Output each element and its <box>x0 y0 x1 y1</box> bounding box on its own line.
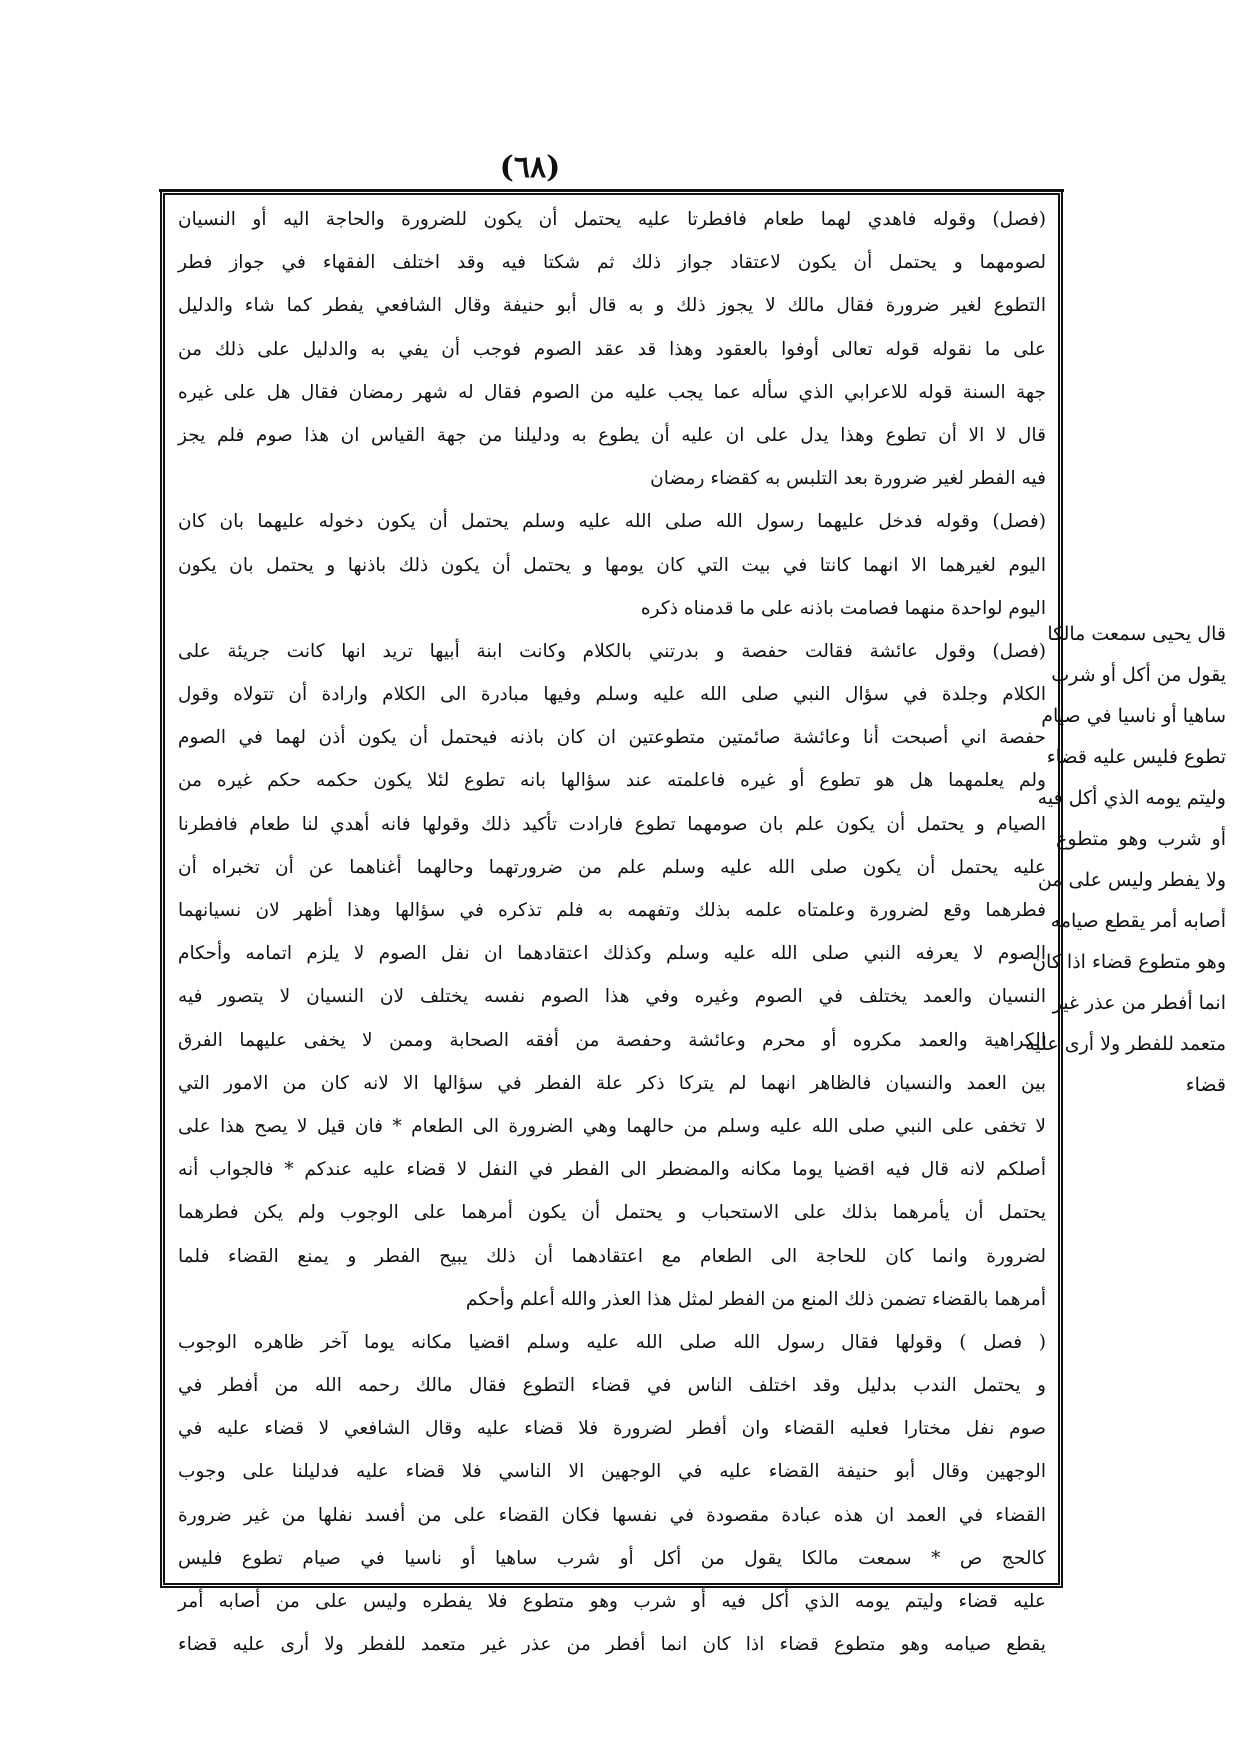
text-line: قال لا الا أن تطوع وهذا يدل على ان عليه أن يطوع به ودليلنا من جهة القياس ان هذا صوم فلم يجز <box>178 424 1046 446</box>
text-line: التطوع لغير ضرورة فقال مالك لا يجوز ذلك و به قال أبو حنيفة وقال الشافعي يفطر كما شاء والدليل <box>178 295 1046 317</box>
margin-note-line: قال يحيى سمعت مالكا <box>1047 623 1226 645</box>
text-line: يحتمل أن يأمرهما بذلك على الاستحباب و يحتمل أن يكون أمرهما على الوجوب ولم يكن فطرهما <box>178 1202 1046 1224</box>
text-line: عليه قضاء وليتم يومه الذي أكل فيه أو شرب وهو متطوع فلا يفطره وليس على من أصابه أمر <box>178 1591 1046 1612</box>
text-line: ولم يعلمهما هل هو تطوع أو غيره فاعلمته عند سؤالها بانه تطوع لئلا يكون حكمه حكم غيره من <box>178 770 1046 792</box>
text-line: القضاء في العمد ان هذه عبادة مقصودة في نفسها فكان القضاء على من أفسد نفلها من غير ضرورة <box>178 1504 1046 1526</box>
text-line: عليه يحتمل أن يكون صلى الله عليه وسلم علم من ضرورتهما وحالهما أغناهما عن أن تخبراه أن <box>178 856 1046 878</box>
text-line: ( فصل ) وقولها فقال رسول الله صلى الله عليه وسلم اقضيا مكانه يوما آخر ظاهره الوجوب <box>178 1331 1046 1353</box>
text-line: (فصل) وقوله فدخل عليهما رسول الله صلى الله عليه وسلم يحتمل أن يكون دخوله عليهما بان كان <box>178 511 1046 533</box>
text-line: الصوم لا يعرفه النبي صلى الله عليه وسلم وكذلك اعتقادهما ان نفل الصوم لا يلزم اتمامه وأحكام <box>178 943 1046 965</box>
page-number: (٦٨) <box>499 150 561 185</box>
margin-note-line: وهو متطوع قضاء اذا كان <box>1032 951 1226 973</box>
margin-note-line: ولا يفطر وليس على من <box>1037 869 1226 891</box>
text-line: جهة السنة قوله للاعرابي الذي سأله عما يجب عليه من الصوم فقال له شهر رمضان فقال هل على غيره <box>178 381 1046 403</box>
main-text-column <box>178 198 1046 1666</box>
text-line: النسيان والعمد يختلف في الصوم وغيره وفي هذا الصوم نفسه يختلف لان النسيان لا يتصور فيه <box>178 986 1046 1008</box>
text-line: كالحج ص * سمعت مالكا يقول من أكل أو شرب ساهيا أو ناسيا في صيام تطوع فليس <box>178 1547 1046 1569</box>
text-line: لضرورة وانما كان للحاجة الى الطعام مع اعتقادهما أن ذلك يبيح الفطر و يمنع القضاء فلما <box>178 1245 1046 1267</box>
text-line: فيه الفطر لغير ضرورة بعد التلبس به كقضاء رمضان <box>650 468 1046 490</box>
margin-note-line: أو شرب وهو متطوع <box>1056 828 1226 850</box>
text-line: (فصل) وقول عائشة فقالت حفصة و بدرتني بالكلام وكانت ابنة أبيها تريد انها كانت جريئة على <box>178 640 1046 662</box>
margin-note <box>1025 614 1226 1106</box>
text-line: اليوم لواحدة منهما فصامت باذنه على ما قدمناه ذكره <box>640 597 1046 619</box>
text-line: و يحتمل الندب بدليل وقد اختلف الناس في قضاء التطوع فقال مالك رحمه الله من أفطر في <box>178 1375 1046 1397</box>
text-line: الكراهية والعمد مكروه أو محرم وعائشة وحفصة من أفقه الصحابة وممن لا يخفى عليهما الفرق <box>178 1029 1046 1051</box>
margin-note-line: يقول من أكل أو شرب <box>1051 664 1226 686</box>
text-line: (فصل) وقوله فاهدي لهما طعام فافطرتا عليه يحتمل أن يكون للضرورة والحاجة اليه أو النسيان <box>178 209 1046 230</box>
text-line: أصلكم لانه قال فيه اقضيا يوما مكانه والمضطر الى الفطر في النفل لا قضاء عليه عندكم * فالجواب أنه <box>178 1159 1046 1181</box>
margin-note-line: أصابه أمر يقطع صيامه <box>1050 910 1226 932</box>
text-line: حفصة اني أصبحت أنا وعائشة صائمتين متطوعتين ان كان باذنه فيحتمل أن يكون أذن لهما في الصوم <box>178 727 1046 749</box>
text-line: صوم نفل مختارا فعليه القضاء وان أفطر لضرورة فلا قضاء عليه وقال الشافعي لا قضاء عليه في <box>178 1418 1046 1440</box>
text-line: اليوم لغيرهما الا انهما كانتا في بيت التي كان يومها و يحتمل أن يكون ذلك باذنها و يحتمل بان يكون <box>178 554 1046 576</box>
margin-note-line: وليتم يومه الذي أكل فيه <box>1037 787 1226 809</box>
text-line: على ما نقوله قوله تعالى أوفوا بالعقود وهذا قد عقد الصوم فوجب أن يفي به والدليل على ذلك من <box>178 338 1046 360</box>
text-line: لصومهما و يحتمل أن يكون لاعتقاد جواز ذلك ثم شكتا فيه وقد اختلف الفقهاء في جواز فطر <box>178 252 1046 274</box>
text-line: فطرهما وقع لضرورة وعلمتاه علمه بذلك وتفهمه به فلم تذكره في سؤالها وهذا أظهر لان نسيانهما <box>178 900 1046 921</box>
text-line: يقطع صيامه وهو متطوع قضاء اذا كان انما أفطر من عذر غير متعمد للفطر ولا أرى عليه قضاء <box>178 1634 1046 1656</box>
margin-note-line: انما أفطر من عذر غير <box>1052 992 1226 1014</box>
text-line: لا تخفى على النبي صلى الله عليه وسلم من حالهما وهي الضرورة الى الطعام * فان قيل لا يصح هذا على <box>178 1115 1046 1137</box>
text-line: الكلام وجلدة في سؤال النبي صلى الله عليه وسلم وفيها مبادرة الى الكلام وارادة أن تتولاه وقول <box>178 684 1046 706</box>
margin-note-line: قضاء <box>1185 1074 1226 1096</box>
text-line: الصيام و يحتمل أن يكون علم بان صومهما تطوع فارادت تأكيد ذلك وقولها فانه أهدي لنا طعام فافطرنا <box>178 813 1046 835</box>
margin-note-line: متعمد للفطر ولا أرى عليه <box>1025 1033 1226 1055</box>
text-line: بين العمد والنسيان فالظاهر انهما لم يتركا ذكر علة الفطر في سؤالها الا لانه كان من الامور التي <box>178 1072 1046 1094</box>
text-line: الوجهين وقال أبو حنيفة القضاء عليه في الوجهين الا الناسي فلا قضاء عليه فدليلنا على وجوب <box>178 1461 1046 1483</box>
text-line: أمرهما بالقضاء تضمن ذلك المنع من الفطر لمثل هذا العذر والله أعلم وأحكم <box>465 1288 1046 1310</box>
margin-note-line: تطوع فليس عليه قضاء <box>1046 746 1226 768</box>
margin-note-line: ساهيا أو ناسيا في صيام <box>1041 705 1226 727</box>
